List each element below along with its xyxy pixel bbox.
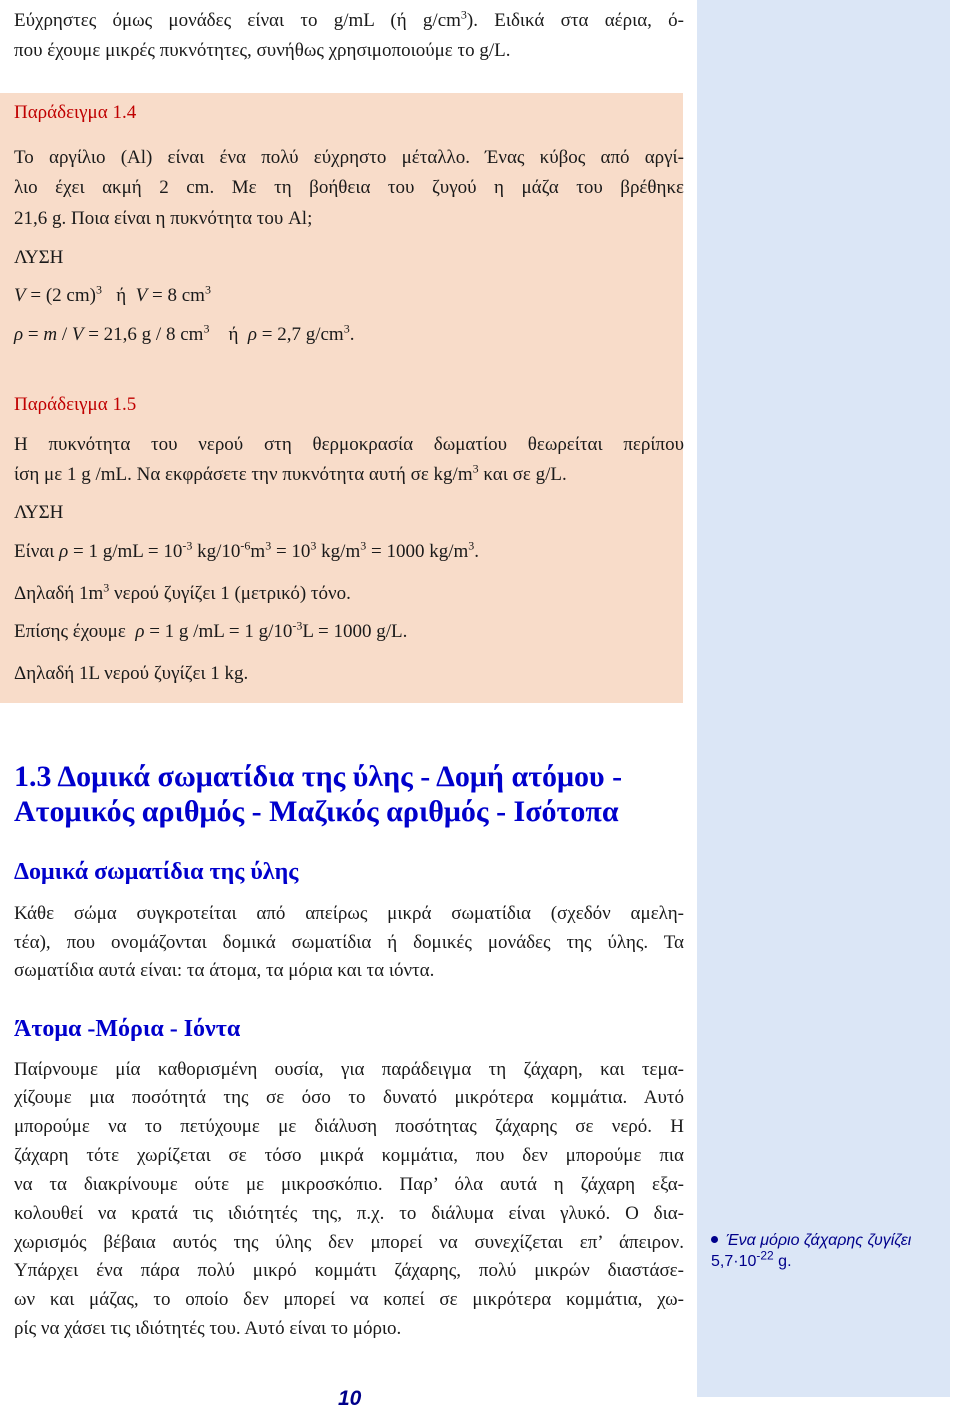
- margin-note: [711, 1230, 943, 1272]
- page-number: 10: [338, 1387, 362, 1410]
- equation-line: Επίσης έχουμε ρ = 1 g /mL = 1 $g/10^{-3}L = 1000$ g/L.: [14, 618, 408, 642]
- example-text-line: 21,6 g. Ποια είναι η πυκνότητα του Al;: [14, 208, 313, 229]
- solution-label: ΛΥΣΗ: [14, 247, 64, 268]
- subsection-title: Άτομα -Μόρια - Ιόντα: [14, 1016, 241, 1042]
- paragraph-line: Κάθε σώμα συγκροτείται από απείρως μικρά σωματίδια (σχεδόν αμελη-: [14, 903, 684, 924]
- example-title: Παράδειγμα 1.4: [14, 102, 137, 123]
- example-title: Παράδειγμα 1.5: [14, 394, 137, 415]
- paragraph-line: κολουθεί να κρατά τις ιδιότητές της, π.χ. το διάλυμα είναι γλυκό. Ο δια-: [14, 1203, 684, 1224]
- paragraph-line: χωρισμός βέβαια αυτός της ύλης δεν μπορεί να συνεχίζεται επ’ άπειρον.: [14, 1232, 684, 1253]
- section-title: 1.3 Δομικά σωματίδια της ύλης - Δομή ατόμου -: [14, 760, 623, 793]
- paragraph-line: Παίρνουμε μία καθορισμένη ουσία, για παράδειγμα τη ζάχαρη, και τεμα-: [14, 1059, 684, 1080]
- margin-note-line: Ένα μόριο ζάχαρης ζυγίζει: [726, 1232, 912, 1249]
- margin-note-value: $5,7\cdot 10^{-22}$ g.: [711, 1248, 792, 1270]
- section-title: Ατομικός αριθμός - Μαζικός αριθμός - Ισότοπα: [14, 795, 619, 828]
- equation-line: Δηλαδή 1L νερού ζυγίζει 1 kg.: [14, 663, 249, 684]
- solution-label: ΛΥΣΗ: [14, 502, 64, 523]
- equation-line: ρ = m / V = 21,6 g / 8 $cm^3$ ή ρ = 2,7 $g/cm^3$.: [14, 321, 355, 345]
- example-text-line: Το αργίλιο (Al) είναι ένα πολύ εύχρηστο μέταλλο. Ένας κύβος από αργί-: [14, 147, 684, 168]
- bullet-icon: [711, 1236, 718, 1243]
- margin-sidebar: [697, 0, 950, 1397]
- paragraph-line: σωματίδια αυτά είναι: τα άτομα, τα μόρια και τα ιόντα.: [14, 960, 435, 981]
- paragraph-line: ων και μάζας, το οποίο δεν μπορεί να κοπεί σε μικρότερα κομμάτια, χω-: [14, 1289, 684, 1310]
- example-text-line: λιο έχει ακμή 2 cm. Με τη βοήθεια του ζυγού η μάζα του βρέθηκε: [14, 177, 684, 198]
- paragraph-line: ρίς να χάσει τις ιδιότητές του. Αυτό είναι το μόριο.: [14, 1318, 402, 1339]
- paragraph-line: Υπάρχει ένα πάρα πολύ μικρό κομμάτι ζάχαρης, πολύ μικρών διαστάσε-: [14, 1260, 684, 1281]
- example-text-line: ίση με 1 g /mL. Να εκφράσετε την πυκνότητα αυτή σε $kg/m^3$ και σε g/L.: [14, 461, 567, 485]
- equation-line: Είναι ρ = 1 $g/mL = 10^{-3}$ $kg/10^{-6}m^3 = 10^3$ $kg/m^3 = 1000$ $kg/m^3$.: [14, 538, 480, 562]
- subsection-title: Δομικά σωματίδια της ύλης: [14, 859, 299, 885]
- equation-line: Δηλαδή $1m^3$ νερού ζυγίζει 1 (μετρικό) τόνο.: [14, 580, 351, 604]
- paragraph-line: ζάχαρη τότε χωρίζεται σε τόσο μικρά κομμάτια, που δεν μπορούμε πια: [14, 1145, 684, 1166]
- example-text-line: Η πυκνότητα του νερού στη θερμοκρασία δωματίου θεωρείται περίπου: [14, 434, 684, 455]
- paragraph-line: μπορούμε να το πετύχουμε με διάλυση ποσότητας ζάχαρης σε νερό. Η: [14, 1116, 684, 1137]
- paragraph-line: τέα), που ονομάζονται δομικά σωματίδια ή δομικές μονάδες της ύλης. Τα: [14, 932, 684, 953]
- equation-line: V = (2 cm)$^3$ ή V = 8 $cm^3$: [14, 282, 211, 306]
- paragraph-line: να τα διακρίνουμε ούτε με μικροσκόπιο. Παρ’ όλα αυτά η ζάχαρη εξα-: [14, 1174, 684, 1195]
- example-box-1-5: [0, 366, 683, 703]
- paragraph-line: χίζουμε μια ποσότητά της σε όσο το δυνατό μικρότερα κομμάτια. Αυτό: [14, 1087, 684, 1108]
- intro-line-2: που έχουμε μικρές πυκνότητες, συνήθως χρησιμοποιούμε το g/L.: [14, 40, 511, 61]
- intro-line-1: Εύχρηστες όμως μονάδες είναι το g/mL (ή $g/cm^3$). Ειδικά στα αέρια, ό-: [14, 7, 684, 31]
